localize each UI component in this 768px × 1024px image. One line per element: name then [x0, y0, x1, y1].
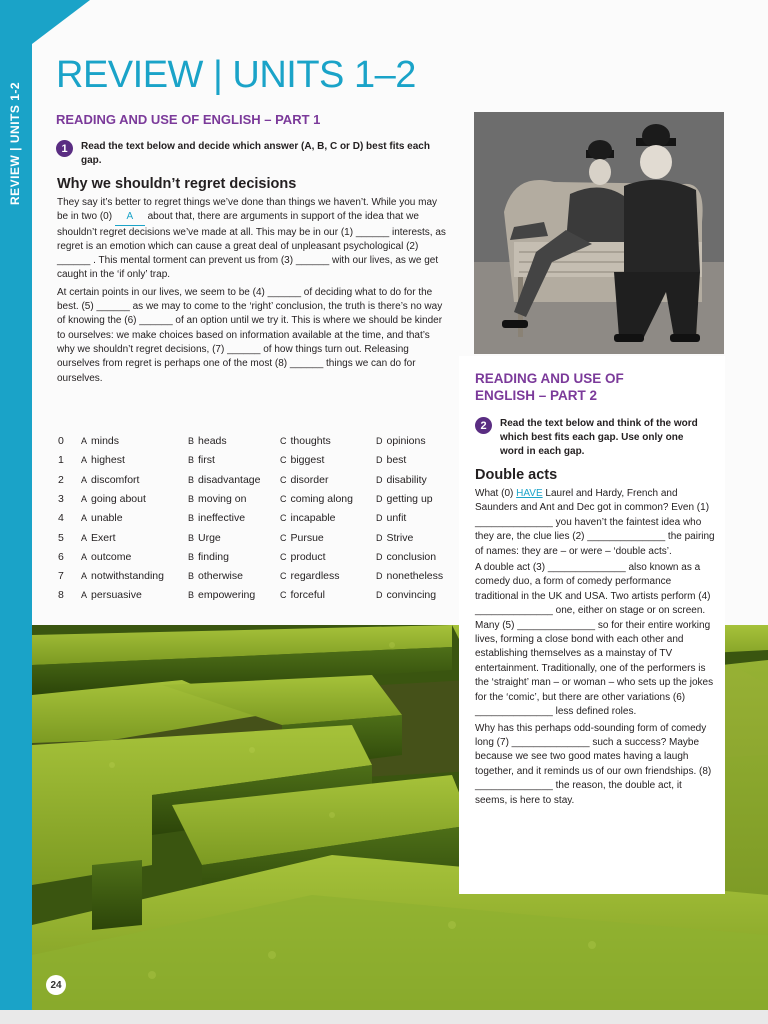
- option-b: B heads: [188, 435, 227, 447]
- option-number: 6: [58, 550, 64, 563]
- option-number: 1: [58, 454, 64, 467]
- option-number: 7: [58, 570, 64, 583]
- option-d: D Strive: [376, 531, 414, 544]
- option-d: D opinions: [376, 435, 426, 447]
- option-d: D disability: [376, 473, 427, 486]
- option-c: C coming along: [280, 492, 353, 505]
- option-a: A highest: [81, 454, 125, 467]
- option-c: C forceful: [280, 589, 325, 602]
- part1-paragraph-2: At certain points in our lives, we seem to be (4) ______ of deciding what to do for the best. (5) ______ as we may to come to the ‘right’ conclusion, the truth is there’s no way of knowing the (6) ______ of an option until we try it. This is where we should be kinder to ourselves: we make choices based on information available at the time, and that’s why we shouldn’t regret decisions, (7) ______ of how things turn out. Releasing ourselves from regret is perhaps one of the most (8) ______ things we can do for ourselves.: [57, 286, 443, 384]
- part2-paragraph-2: A double act (3) ______________ also known as a comedy duo, a form of comedy performance traditional in the UK and USA. Two artists perform (4) ______________ one, either on stage or on screen. Many (5) ______________ so for their entire working lives, forming a close bond with each other and establishing themselves as a mainstay of TV entertainment. Traditionally, one of the performers is the ‘straight’ man – or woman – who sets up the jokes for the ‘comic’, but there are other variations (6) ______________ less defined roles.: [475, 562, 714, 718]
- option-number: 0: [58, 435, 64, 447]
- option-a: A Exert: [81, 531, 116, 544]
- title-separator: |: [212, 54, 223, 96]
- option-c: C incapable: [280, 512, 336, 525]
- option-c: C disorder: [280, 473, 329, 486]
- part1-text-title: Why we shouldn’t regret decisions: [57, 176, 297, 192]
- option-a: A discomfort: [81, 473, 140, 486]
- option-c: C product: [280, 550, 326, 563]
- option-b: B otherwise: [188, 570, 243, 583]
- exercise-1-badge: 1: [56, 140, 73, 157]
- option-d: D conclusion: [376, 550, 437, 563]
- option-number: 4: [58, 512, 64, 525]
- option-a: A unable: [81, 512, 123, 525]
- option-c: C Pursue: [280, 531, 324, 544]
- part1-paragraph-1: They say it’s better to regret things we’ve done than things we haven’t. While you may be in two (0) A about that, there are arguments in support of the idea that we shouldn’t regret decisions we’ve made at all. This may be in our (1) ______ interests, as regret is an emotion which can cause a great deal of unpleasant psychological (2) ______ . This mental torment can prevent us from (3) ______ with our lives, as we get caught in the ‘if only’ trap.: [57, 197, 446, 281]
- option-b: B first: [188, 454, 215, 467]
- option-d: D convincing: [376, 589, 437, 602]
- part2-paragraph-1: What (0) HAVE Laurel and Hardy, French and Saunders and Ant and Dec got in common? Even (1) ______________ you haven’t the faintest idea who they are, the clue lies (2) ______________ the pairing of names: they are – or were – ‘double acts’.: [475, 488, 715, 557]
- option-d: D best: [376, 454, 407, 467]
- option-c: C biggest: [280, 454, 325, 467]
- option-c: C thoughts: [280, 435, 331, 447]
- part2-paragraph-3: Why has this perhaps odd-sounding form of comedy long (7) ______________ such a success? Maybe because we see two good mates having a laugh together, and it reminds us of our own friendships. (8) ______________ the reason, the double act, it seems, is here to stay.: [475, 722, 712, 806]
- laurel-and-hardy-photo: [474, 112, 724, 354]
- part2-heading: READING AND USE OF ENGLISH – PART 2: [475, 371, 624, 403]
- part1-text: [57, 196, 449, 389]
- option-a: A outcome: [81, 550, 132, 563]
- part2-text: [475, 487, 715, 810]
- page-title: [56, 54, 416, 97]
- page-number: 24: [46, 975, 66, 995]
- option-b: B moving on: [188, 492, 247, 505]
- option-d: D getting up: [376, 492, 433, 505]
- part2-example-answer: HAVE: [516, 488, 543, 499]
- option-b: B disadvantage: [188, 473, 261, 486]
- part2-text-title: Double acts: [475, 467, 558, 483]
- side-tab-corner: [32, 0, 90, 44]
- option-a: A minds: [81, 435, 120, 447]
- option-number: 2: [58, 473, 64, 486]
- title-review: REVIEW: [56, 54, 203, 96]
- option-a: A persuasive: [81, 589, 142, 602]
- option-number: 8: [58, 589, 64, 602]
- option-d: D nonetheless: [376, 570, 444, 583]
- option-number: 5: [58, 531, 64, 544]
- example-answer: A: [115, 210, 145, 225]
- option-b: B finding: [188, 550, 229, 563]
- page-bottom-edge: [0, 1008, 768, 1024]
- part1-instruction-text: Read the text below and decide which answer (A, B, C or D) best fits each gap.: [81, 141, 430, 166]
- exercise-2-badge: 2: [475, 417, 492, 434]
- title-units: UNITS 1–2: [232, 54, 416, 96]
- photo-illustration: [474, 112, 724, 354]
- option-a: A notwithstanding: [81, 570, 164, 583]
- part2-instruction-text: Read the text below and think of the word which best fits each gap. Use only one word in each gap.: [500, 418, 698, 457]
- option-b: B empowering: [188, 589, 256, 602]
- part2-instruction: [475, 417, 710, 459]
- option-number: 3: [58, 492, 64, 505]
- option-b: B Urge: [188, 531, 221, 544]
- option-b: B ineffective: [188, 512, 246, 525]
- side-tab-label: REVIEW | UNITS 1-2: [8, 81, 22, 205]
- option-c: C regardless: [280, 570, 340, 583]
- part1-heading: READING AND USE OF ENGLISH – PART 1: [56, 112, 321, 127]
- part1-instruction: [56, 140, 451, 168]
- option-d: D unfit: [376, 512, 407, 525]
- option-a: A going about: [81, 492, 146, 505]
